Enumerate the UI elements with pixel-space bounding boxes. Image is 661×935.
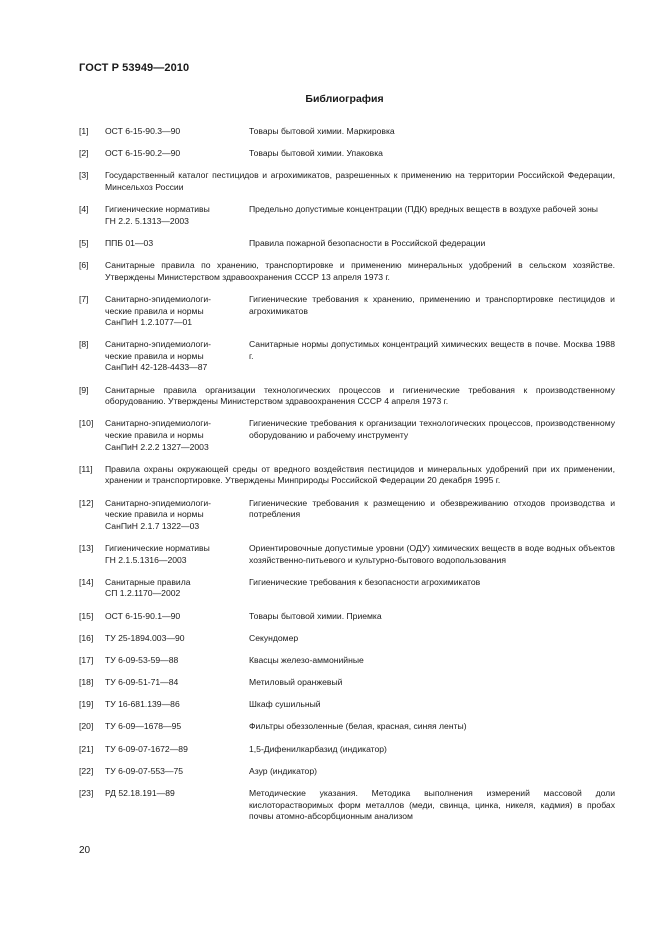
entry-source-line: ческие правила и нормы — [105, 350, 204, 361]
entry-source — [105, 294, 249, 329]
entry-source — [105, 418, 249, 453]
entry-text: Правила охраны окружающей среды от вредного воздействия пестицидов и минеральных удобрений при их применении, хранении и транспортировке. Утверждены Минприроды Российской Федерации 20 декабря 1995 г. — [105, 463, 615, 486]
entry-source-line: ческие правила и нормы — [105, 305, 204, 316]
entry-source-line: РД 52.18.191—89 — [105, 788, 175, 799]
entry-number: [9] — [79, 384, 89, 395]
entry-source-line: ческие правила и нормы — [105, 509, 204, 520]
entry-source-line: Санитарно-эпидемиологи- — [105, 339, 212, 350]
entry-number: [3] — [79, 170, 89, 181]
entry-source — [105, 611, 249, 623]
entry-source — [105, 744, 249, 756]
entry-source-line: ОСТ 6-15-90.3—90 — [105, 126, 181, 136]
entry-description: Правила пожарной безопасности в Российской федерации — [249, 237, 486, 248]
entry-source-line: ОСТ 6-15-90.2—90 — [105, 148, 181, 159]
bibliography-entry — [79, 170, 615, 193]
entry-source-line: ТУ 25-1894.003—90 — [105, 632, 185, 643]
entry-source-line: Санитарные правила — [105, 576, 191, 587]
entry-source — [105, 721, 249, 733]
entry-description: Ориентировочные допустимые уровни (ОДУ) химических веществ в воде водных объектов хозяйственно-питьевого и культурно-бытового водопользования — [249, 542, 615, 565]
document-code: ГОСТ Р 53949—2010 — [79, 62, 190, 74]
entry-description: Квасцы железо-аммонийные — [249, 654, 364, 665]
entry-source-line: ОСТ 6-15-90.1—90 — [105, 610, 181, 621]
entry-number: [12] — [79, 497, 94, 508]
entry-source — [105, 148, 249, 160]
entry-source-line: СанПиН 2.2.2 1327—2003 — [105, 441, 209, 452]
entry-number: [17] — [79, 654, 94, 665]
entry-number: [7] — [79, 293, 89, 304]
entry-number: [4] — [79, 204, 89, 215]
entry-source-line: Гигиенические нормативы — [105, 542, 210, 553]
bibliography-entry — [79, 148, 615, 160]
entry-number: [1] — [79, 126, 89, 136]
entry-source-line: Гигиенические нормативы — [105, 204, 210, 215]
entry-description: 1,5-Дифенилкарбазид (индикатор) — [249, 743, 387, 754]
entry-source — [105, 339, 249, 374]
entry-source-line: Санитарно-эпидемиологи- — [105, 497, 212, 508]
entry-source-line: ТУ 6-09-07-1672—89 — [105, 743, 188, 754]
bibliography-entry — [79, 294, 615, 329]
bibliography-entry — [79, 744, 615, 756]
entry-source-line: ческие правила и нормы — [105, 430, 204, 441]
entry-source-line: ГН 2.1.5.1316—2003 — [105, 554, 187, 565]
bibliography-entry — [79, 385, 615, 408]
entry-description: Товары бытовой химии. Приемка — [249, 610, 382, 621]
entry-description: Азур (индикатор) — [249, 765, 317, 776]
entry-source-line: ГН 2.2. 5.1313—2003 — [105, 215, 189, 226]
entry-source — [105, 788, 249, 823]
entry-description: Санитарные нормы допустимых концентраций химических веществ в почве. Москва 1988 г. — [249, 339, 615, 361]
entry-number: [5] — [79, 237, 89, 248]
entry-description: Гигиенические требования к организации технологических процессов, производственному оборудованию и рабочему инструменту — [249, 418, 615, 441]
entry-number: [23] — [79, 788, 94, 799]
entry-source-line: Санитарно-эпидемиологи- — [105, 418, 212, 429]
bibliography-entry — [79, 204, 615, 227]
entry-description: Методические указания. Методика выполнения измерений массовой доли кислоторастворимых форм металлов (меди, свинца, цинка, никеля, кадмия) в пробах почвы атомно-абсорбционным анализом — [249, 788, 615, 822]
entry-source — [105, 766, 249, 778]
entry-description: Шкаф сушильный — [249, 699, 321, 710]
entry-number: [11] — [79, 463, 93, 474]
page-title: Библиография — [305, 93, 384, 105]
entry-source-line: Санитарно-эпидемиологи- — [105, 293, 212, 304]
bibliography-entry — [79, 126, 615, 138]
entry-source-line: ТУ 6-09—1678—95 — [105, 721, 182, 732]
entry-number: [18] — [79, 677, 94, 688]
bibliography-entry — [79, 418, 615, 453]
entry-source-line: ТУ 16-681.139—86 — [105, 699, 180, 710]
page-number: 20 — [79, 845, 91, 856]
entry-source — [105, 543, 249, 566]
entry-source-line: ТУ 6-09-07-553—75 — [105, 765, 184, 776]
bibliography-entry — [79, 543, 615, 566]
entry-source-line: ТУ 6-09-51-71—84 — [105, 677, 179, 688]
entry-description: Метиловый оранжевый — [249, 677, 343, 688]
entry-source-line: ППБ 01—03 — [105, 237, 154, 248]
entry-number: [19] — [79, 699, 94, 710]
entry-source — [105, 655, 249, 667]
bibliography-entry — [79, 611, 615, 623]
bibliography-list — [79, 126, 615, 833]
entry-description: Гигиенические требования к хранению, применению и транспортировке пестицидов и агрохимикатов — [249, 293, 615, 316]
bibliography-entry — [79, 788, 615, 823]
entry-number: [10] — [79, 418, 94, 429]
entry-description: Предельно допустимые концентрации (ПДК) вредных веществ в воздухе рабочей зоны — [249, 204, 598, 215]
entry-source — [105, 633, 249, 645]
entry-description: Гигиенические требования к размещению и обезвреживанию отходов производства и потребления — [249, 497, 615, 520]
entry-source — [105, 677, 249, 689]
entry-source-line: СП 1.2.1170—2002 — [105, 588, 181, 599]
bibliography-entry — [79, 655, 615, 667]
entry-source — [105, 699, 249, 711]
entry-text: Санитарные правила по хранению, транспортировке и применению минеральных удобрений в сельском хозяйстве. Утверждены Министерством здравоохранения СССР 13 апреля 1973 г. — [105, 260, 615, 282]
entry-source — [105, 238, 249, 250]
entry-number: [15] — [79, 610, 94, 621]
bibliography-entry — [79, 677, 615, 689]
entry-number: [16] — [79, 632, 94, 643]
entry-number: [6] — [79, 260, 89, 271]
bibliography-entry — [79, 260, 615, 283]
entry-source — [105, 126, 249, 138]
entry-description: Товары бытовой химии. Маркировка — [249, 126, 395, 136]
entry-source-line: СанПиН 42-128-4433—87 — [105, 362, 208, 373]
entry-source — [105, 577, 249, 600]
bibliography-entry — [79, 633, 615, 645]
bibliography-entry — [79, 498, 615, 533]
entry-number: [13] — [79, 542, 94, 553]
entry-number: [2] — [79, 148, 89, 159]
entry-source — [105, 498, 249, 533]
entry-source — [105, 204, 249, 227]
bibliography-entry — [79, 699, 615, 711]
entry-description: Секундомер — [249, 632, 299, 643]
entry-number: [8] — [79, 339, 89, 350]
bibliography-entry — [79, 464, 615, 487]
bibliography-entry — [79, 721, 615, 733]
entry-number: [22] — [79, 765, 94, 776]
entry-description: Гигиенические требования к безопасности агрохимикатов — [249, 576, 481, 587]
entry-number: [21] — [79, 743, 94, 754]
entry-text: Санитарные правила организации технологических процессов и гигиенические требования к производственному оборудованию. Утверждены Министерством здравоохранения СССР 4 апреля 1973 г. — [105, 384, 615, 407]
entry-source-line: СанПиН 1.2.1077—01 — [105, 317, 193, 328]
entry-source-line: ТУ 6-09-53-59—88 — [105, 654, 179, 665]
entry-number: [14] — [79, 576, 94, 587]
bibliography-entry — [79, 339, 615, 374]
entry-description: Фильтры обеззоленные (белая, красная, синяя ленты) — [249, 721, 467, 732]
entry-description: Товары бытовой химии. Упаковка — [249, 148, 383, 159]
entry-number: [20] — [79, 721, 94, 732]
bibliography-entry — [79, 577, 615, 600]
entry-source-line: СанПиН 2.1.7 1322—03 — [105, 520, 200, 531]
bibliography-entry — [79, 766, 615, 778]
entry-text: Государственный каталог пестицидов и агрохимикатов, разрешенных к применению на территории Российской Федерации, Минсельхоз России — [105, 170, 615, 192]
bibliography-entry — [79, 238, 615, 250]
